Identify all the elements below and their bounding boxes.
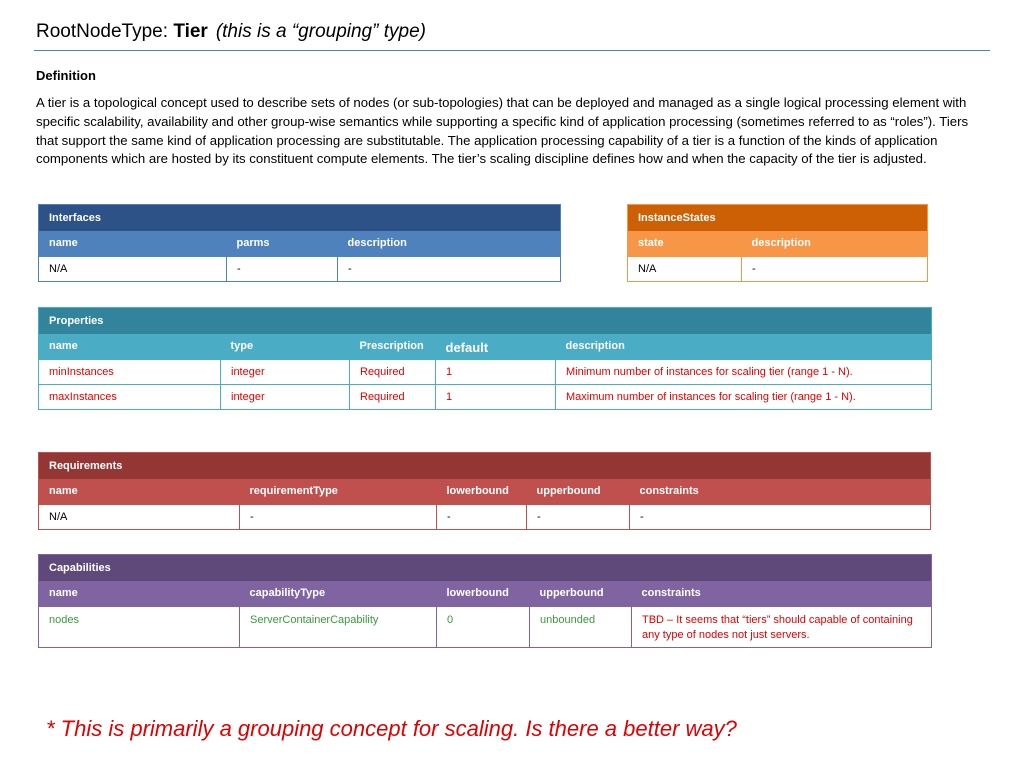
interfaces-table — [38, 204, 561, 282]
definition-heading: Definition — [36, 68, 96, 83]
table-cell: Minimum number of instances for scaling tier (range 1 - N). — [556, 360, 932, 385]
column-header: name — [39, 479, 240, 505]
table-row — [39, 505, 931, 530]
column-header: requirementType — [240, 479, 437, 505]
table-cell: N/A — [628, 257, 742, 282]
footnote: * This is primarily a grouping concept for scaling. Is there a better way? — [46, 716, 737, 741]
table-cell: N/A — [39, 257, 227, 282]
table-row — [39, 257, 561, 282]
column-header: type — [221, 334, 350, 360]
table-cell: - — [240, 505, 437, 530]
table-cell: 1 — [436, 385, 556, 410]
table-cell: unbounded — [530, 607, 632, 648]
table-cell: - — [338, 257, 561, 282]
table-cell: Required — [350, 385, 436, 410]
properties-table — [38, 307, 932, 410]
table-cell: - — [527, 505, 630, 530]
table-cell: TBD – It seems that “tiers” should capable of containing any type of nodes not just servers. — [632, 607, 932, 648]
table-cell: N/A — [39, 505, 240, 530]
column-header: lowerbound — [437, 479, 527, 505]
table-cell: ServerContainerCapability — [240, 607, 437, 648]
column-header: lowerbound — [437, 581, 530, 607]
table-cell: Required — [350, 360, 436, 385]
table-row — [39, 607, 932, 648]
table-cell: 0 — [437, 607, 530, 648]
column-header: description — [742, 231, 928, 257]
column-header: description — [556, 334, 932, 360]
column-header: default — [436, 334, 556, 360]
title-prefix: RootNodeType: — [36, 21, 174, 42]
table-cell: - — [227, 257, 338, 282]
table-cell: - — [437, 505, 527, 530]
properties-header: Properties — [39, 308, 932, 334]
definition-text: A tier is a topological concept used to describe sets of nodes (or sub-topologies) that can be deployed and managed as a single logical processing element with specific scalability, availability and other group-wise semantics while supporting a specific kind of application processing (sometimes referred to as “roles”). Tiers that support the same kind of application processing are substitutable. The application processing capability of a tier is a function of the kinds of application components which are hosted by its constituent compute elements. The tier’s scaling discipline defines how and when the capacity of the tier is adjusted. — [36, 95, 969, 167]
instance-states-header: InstanceStates — [628, 205, 928, 231]
table-cell: Maximum number of instances for scaling tier (range 1 - N). — [556, 385, 932, 410]
interfaces-header: Interfaces — [39, 205, 561, 231]
column-header: constraints — [632, 581, 932, 607]
column-header: Prescription — [350, 334, 436, 360]
table-row — [39, 385, 932, 410]
column-header: upperbound — [527, 479, 630, 505]
table-cell: - — [742, 257, 928, 282]
table-cell: integer — [221, 360, 350, 385]
column-header: name — [39, 581, 240, 607]
table-cell: minInstances — [39, 360, 221, 385]
column-header: upperbound — [530, 581, 632, 607]
capabilities-header: Capabilities — [39, 555, 932, 581]
column-header: description — [338, 231, 561, 257]
instance-states-table — [627, 204, 928, 282]
table-cell: - — [630, 505, 931, 530]
table-cell: maxInstances — [39, 385, 221, 410]
column-header: constraints — [630, 479, 931, 505]
capabilities-table — [38, 554, 932, 648]
title-type-name: Tier — [173, 21, 208, 42]
requirements-header: Requirements — [39, 453, 931, 479]
title-note: (this is a “grouping” type) — [215, 21, 426, 42]
requirements-table — [38, 452, 931, 530]
title-divider — [34, 50, 990, 51]
table-cell: 1 — [436, 360, 556, 385]
page-title — [36, 21, 426, 43]
column-header: parms — [227, 231, 338, 257]
column-header: capabilityType — [240, 581, 437, 607]
table-row — [39, 360, 932, 385]
column-header: name — [39, 231, 227, 257]
table-row — [628, 257, 928, 282]
table-cell: integer — [221, 385, 350, 410]
table-cell: nodes — [39, 607, 240, 648]
column-header: name — [39, 334, 221, 360]
column-header: state — [628, 231, 742, 257]
